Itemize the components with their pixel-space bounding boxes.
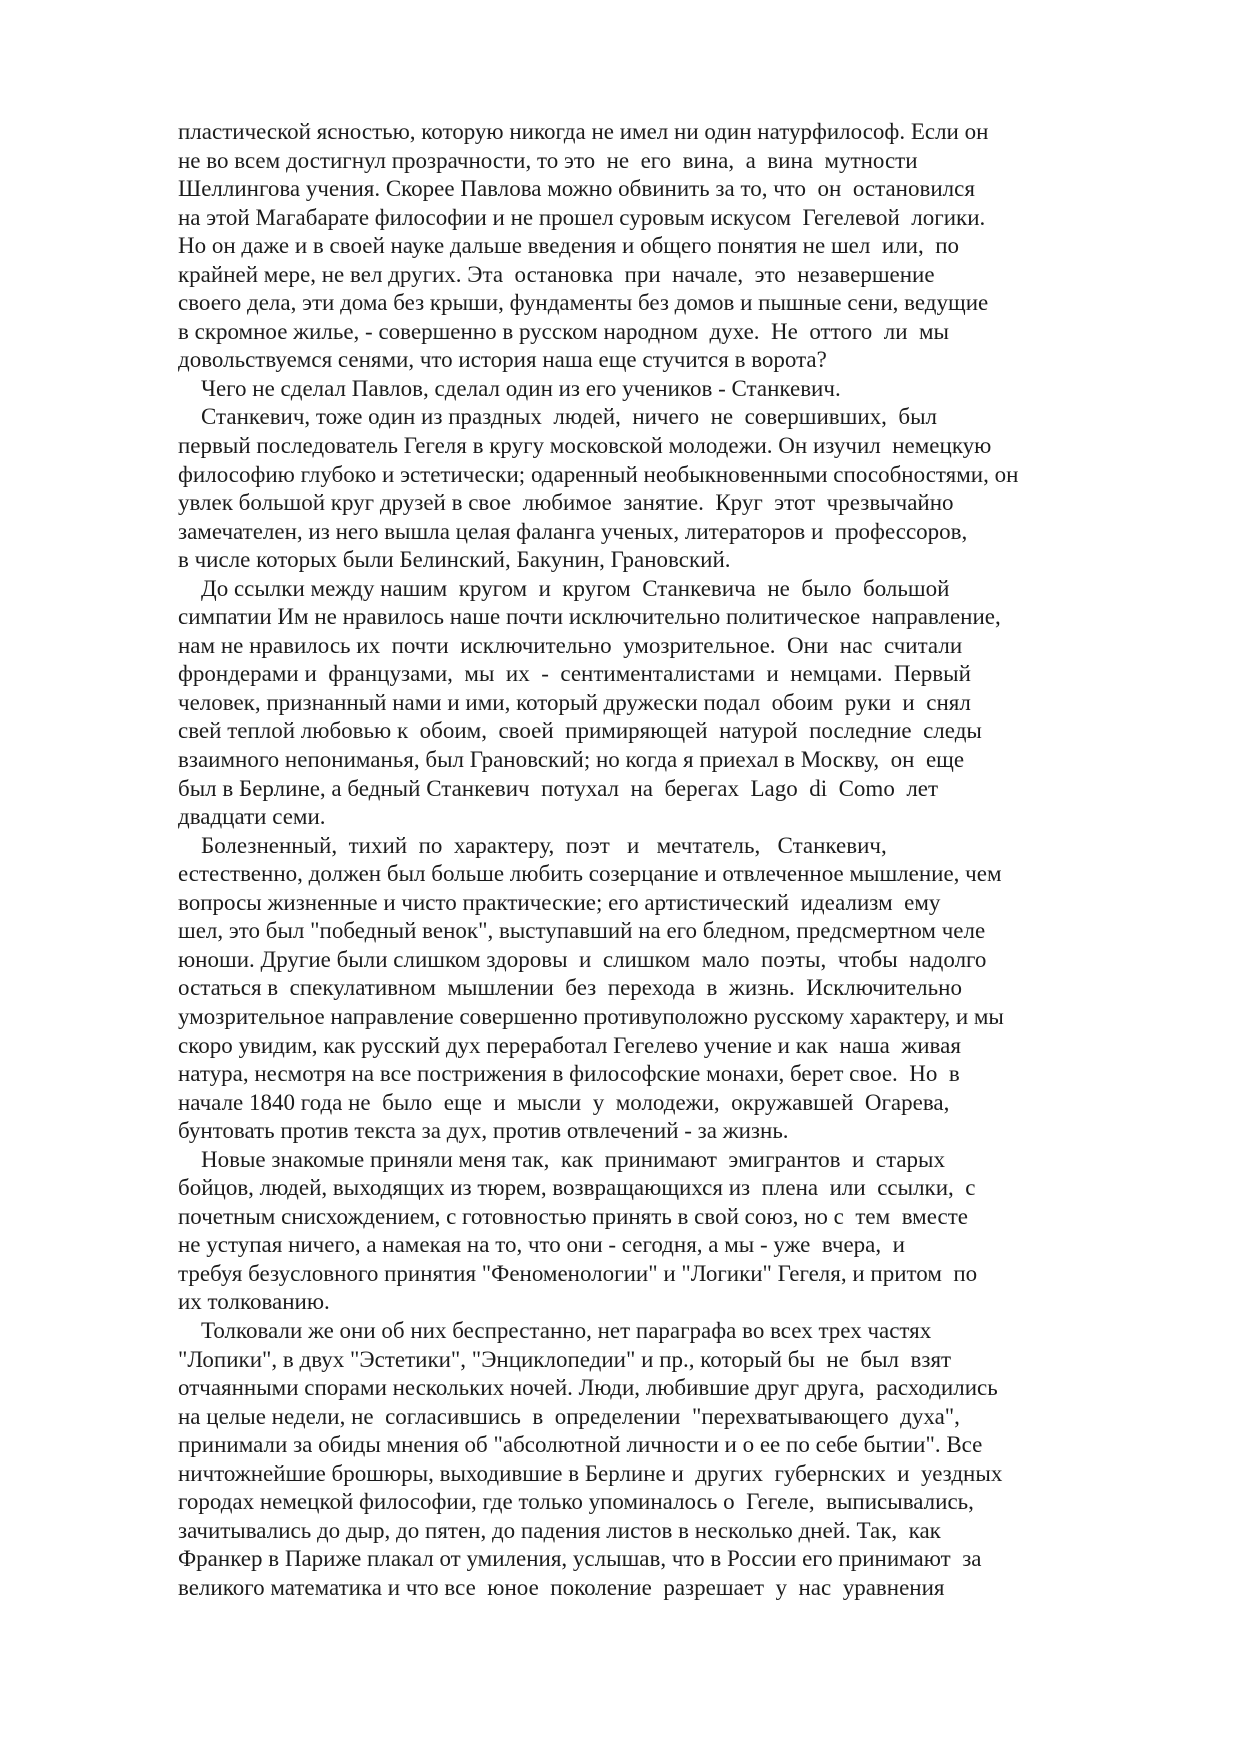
- text-line: юноши. Другие были слишком здоровы и слишком мало поэты, чтобы надолго: [178, 946, 987, 972]
- text-line: пластической ясностью, которую никогда не имел ни один натурфилософ. Если он: [178, 119, 989, 144]
- text-line: Франкер в Париже плакал от умиления, услышав, что в России его принимают за: [178, 1546, 982, 1572]
- text-line: первый последователь Гегеля в кругу московской молодежи. Он изучил немецкую: [178, 433, 992, 459]
- text-line: на этой Магабарате философии и не прошел суровым искусом Гегелевой логики.: [178, 204, 986, 230]
- text-line: Толковали же они об них беспрестанно, нет параграфа во всех трех частях: [178, 1317, 932, 1343]
- text-line: До ссылки между нашим кругом и кругом Станкевича не было большой: [178, 575, 950, 601]
- text-line: Болезненный, тихий по характеру, поэт и мечтатель, Станкевич,: [178, 832, 887, 858]
- text-line: своего дела, эти дома без крыши, фундаменты без домов и пышные сени, ведущие: [178, 290, 989, 316]
- text-line: фрондерами и французами, мы их - сентименталистами и немцами. Первый: [178, 661, 971, 687]
- text-line: в числе которых были Белинский, Бакунин, Грановский.: [178, 547, 731, 573]
- text-line: Но он даже и в своей науке дальше введения и общего понятия не шел или, по: [178, 233, 960, 259]
- text-line: скоро увидим, как русский дух переработал Гегелево учение и как наша живая: [178, 1032, 961, 1058]
- text-line: "Лопики", в двух "Эстетики", "Энциклопедии" и пр., который бы не был взят: [178, 1346, 952, 1372]
- text-line: крайней мере, не вел других. Эта остановка при начале, это незавершение: [178, 261, 935, 287]
- text-line: Шеллингова учения. Скорее Павлова можно обвинить за то, что он остановился: [178, 176, 975, 202]
- text-line: человек, признанный нами и ими, который дружески подал обоим руки и снял: [178, 689, 971, 715]
- text-line: не во всем достигнул прозрачности, то это не его вина, а вина мутности: [178, 147, 918, 173]
- text-line: требуя безусловного принятия "Феноменологии" и "Логики" Гегеля, и притом по: [178, 1260, 978, 1286]
- text-line: на целые недели, не согласившись в определении "перехватывающего духа",: [178, 1403, 960, 1429]
- body-text: [178, 118, 1098, 1602]
- text-line: увлек большой круг друзей в свое любимое занятие. Круг этот чрезвычайно: [178, 490, 954, 516]
- text-line: в скромное жилье, - совершенно в русском народном духе. Не оттого ли мы: [178, 318, 950, 344]
- text-line: их толкованию.: [178, 1289, 330, 1315]
- text-line: двадцати семи.: [178, 804, 326, 830]
- text-line: философию глубоко и эстетически; одаренный необыкновенными способностями, он: [178, 461, 1019, 487]
- text-line: Станкевич, тоже один из праздных людей, ничего не совершивших, был: [178, 404, 938, 430]
- text-line: зачитывались до дыр, до пятен, до падения листов в несколько дней. Так, как: [178, 1517, 941, 1543]
- text-line: бойцов, людей, выходящих из тюрем, возвращающихся из плена или ссылки, с: [178, 1175, 976, 1201]
- text-line: умозрительное направление совершенно противуположно русскому характеру, и мы: [178, 1003, 1004, 1029]
- text-line: был в Берлине, а бедный Станкевич потухал на берегах Lago di Como лет: [178, 775, 939, 801]
- text-line: принимали за обиды мнения об "абсолютной личности и о ее по себе бытии". Все: [178, 1432, 983, 1458]
- text-line: взаимного непониманья, был Грановский; но когда я приехал в Москву, он еще: [178, 747, 965, 773]
- text-line: естественно, должен был больше любить созерцание и отвлеченное мышление, чем: [178, 861, 1002, 887]
- text-line: Новые знакомые приняли меня так, как принимают эмигрантов и старых: [178, 1146, 946, 1172]
- text-line: вопросы жизненные и чисто практические; его артистический идеализм ему: [178, 889, 941, 915]
- text-line: бунтовать против текста за дух, против отвлечений - за жизнь.: [178, 1118, 789, 1144]
- text-line: остаться в спекулативном мышлении без перехода в жизнь. Исключительно: [178, 975, 962, 1001]
- text-line: ничтожнейшие брошюры, выходившие в Берлине и других губернских и уездных: [178, 1460, 1003, 1486]
- text-line: натура, несмотря на все пострижения в философские монахи, берет свое. Но в: [178, 1061, 960, 1087]
- text-line: свей теплой любовью к обоим, своей примиряющей натурой последние следы: [178, 718, 982, 744]
- text-line: довольствуемся сенями, что история наша еще стучится в ворота?: [178, 347, 827, 373]
- text-line: городах немецкой философии, где только упоминалось о Гегеле, выписывались,: [178, 1489, 974, 1515]
- text-line: Чего не сделал Павлов, сделал один из его учеников - Станкевич.: [178, 375, 841, 401]
- text-line: замечателен, из него вышла целая фаланга ученых, литераторов и профессоров,: [178, 518, 968, 544]
- text-line: великого математика и что все юное поколение разрешает у нас уравнения: [178, 1574, 945, 1600]
- text-line: почетным снисхождением, с готовностью принять в свой союз, но с тем вместе: [178, 1203, 968, 1229]
- text-line: отчаянными спорами нескольких ночей. Люди, любившие друг друга, расходились: [178, 1375, 998, 1401]
- text-line: симпатии Им не нравилось наше почти исключительно политическое направление,: [178, 604, 1001, 630]
- text-line: шел, это был "победный венок", выступавший на его бледном, предсмертном челе: [178, 918, 986, 944]
- text-line: не уступая ничего, а намекая на то, что они - сегодня, а мы - уже вчера, и: [178, 1232, 905, 1258]
- text-line: начале 1840 года не было еще и мысли у молодежи, окружавшей Огарева,: [178, 1089, 950, 1115]
- text-line: нам не нравилось их почти исключительно умозрительное. Они нас считали: [178, 632, 963, 658]
